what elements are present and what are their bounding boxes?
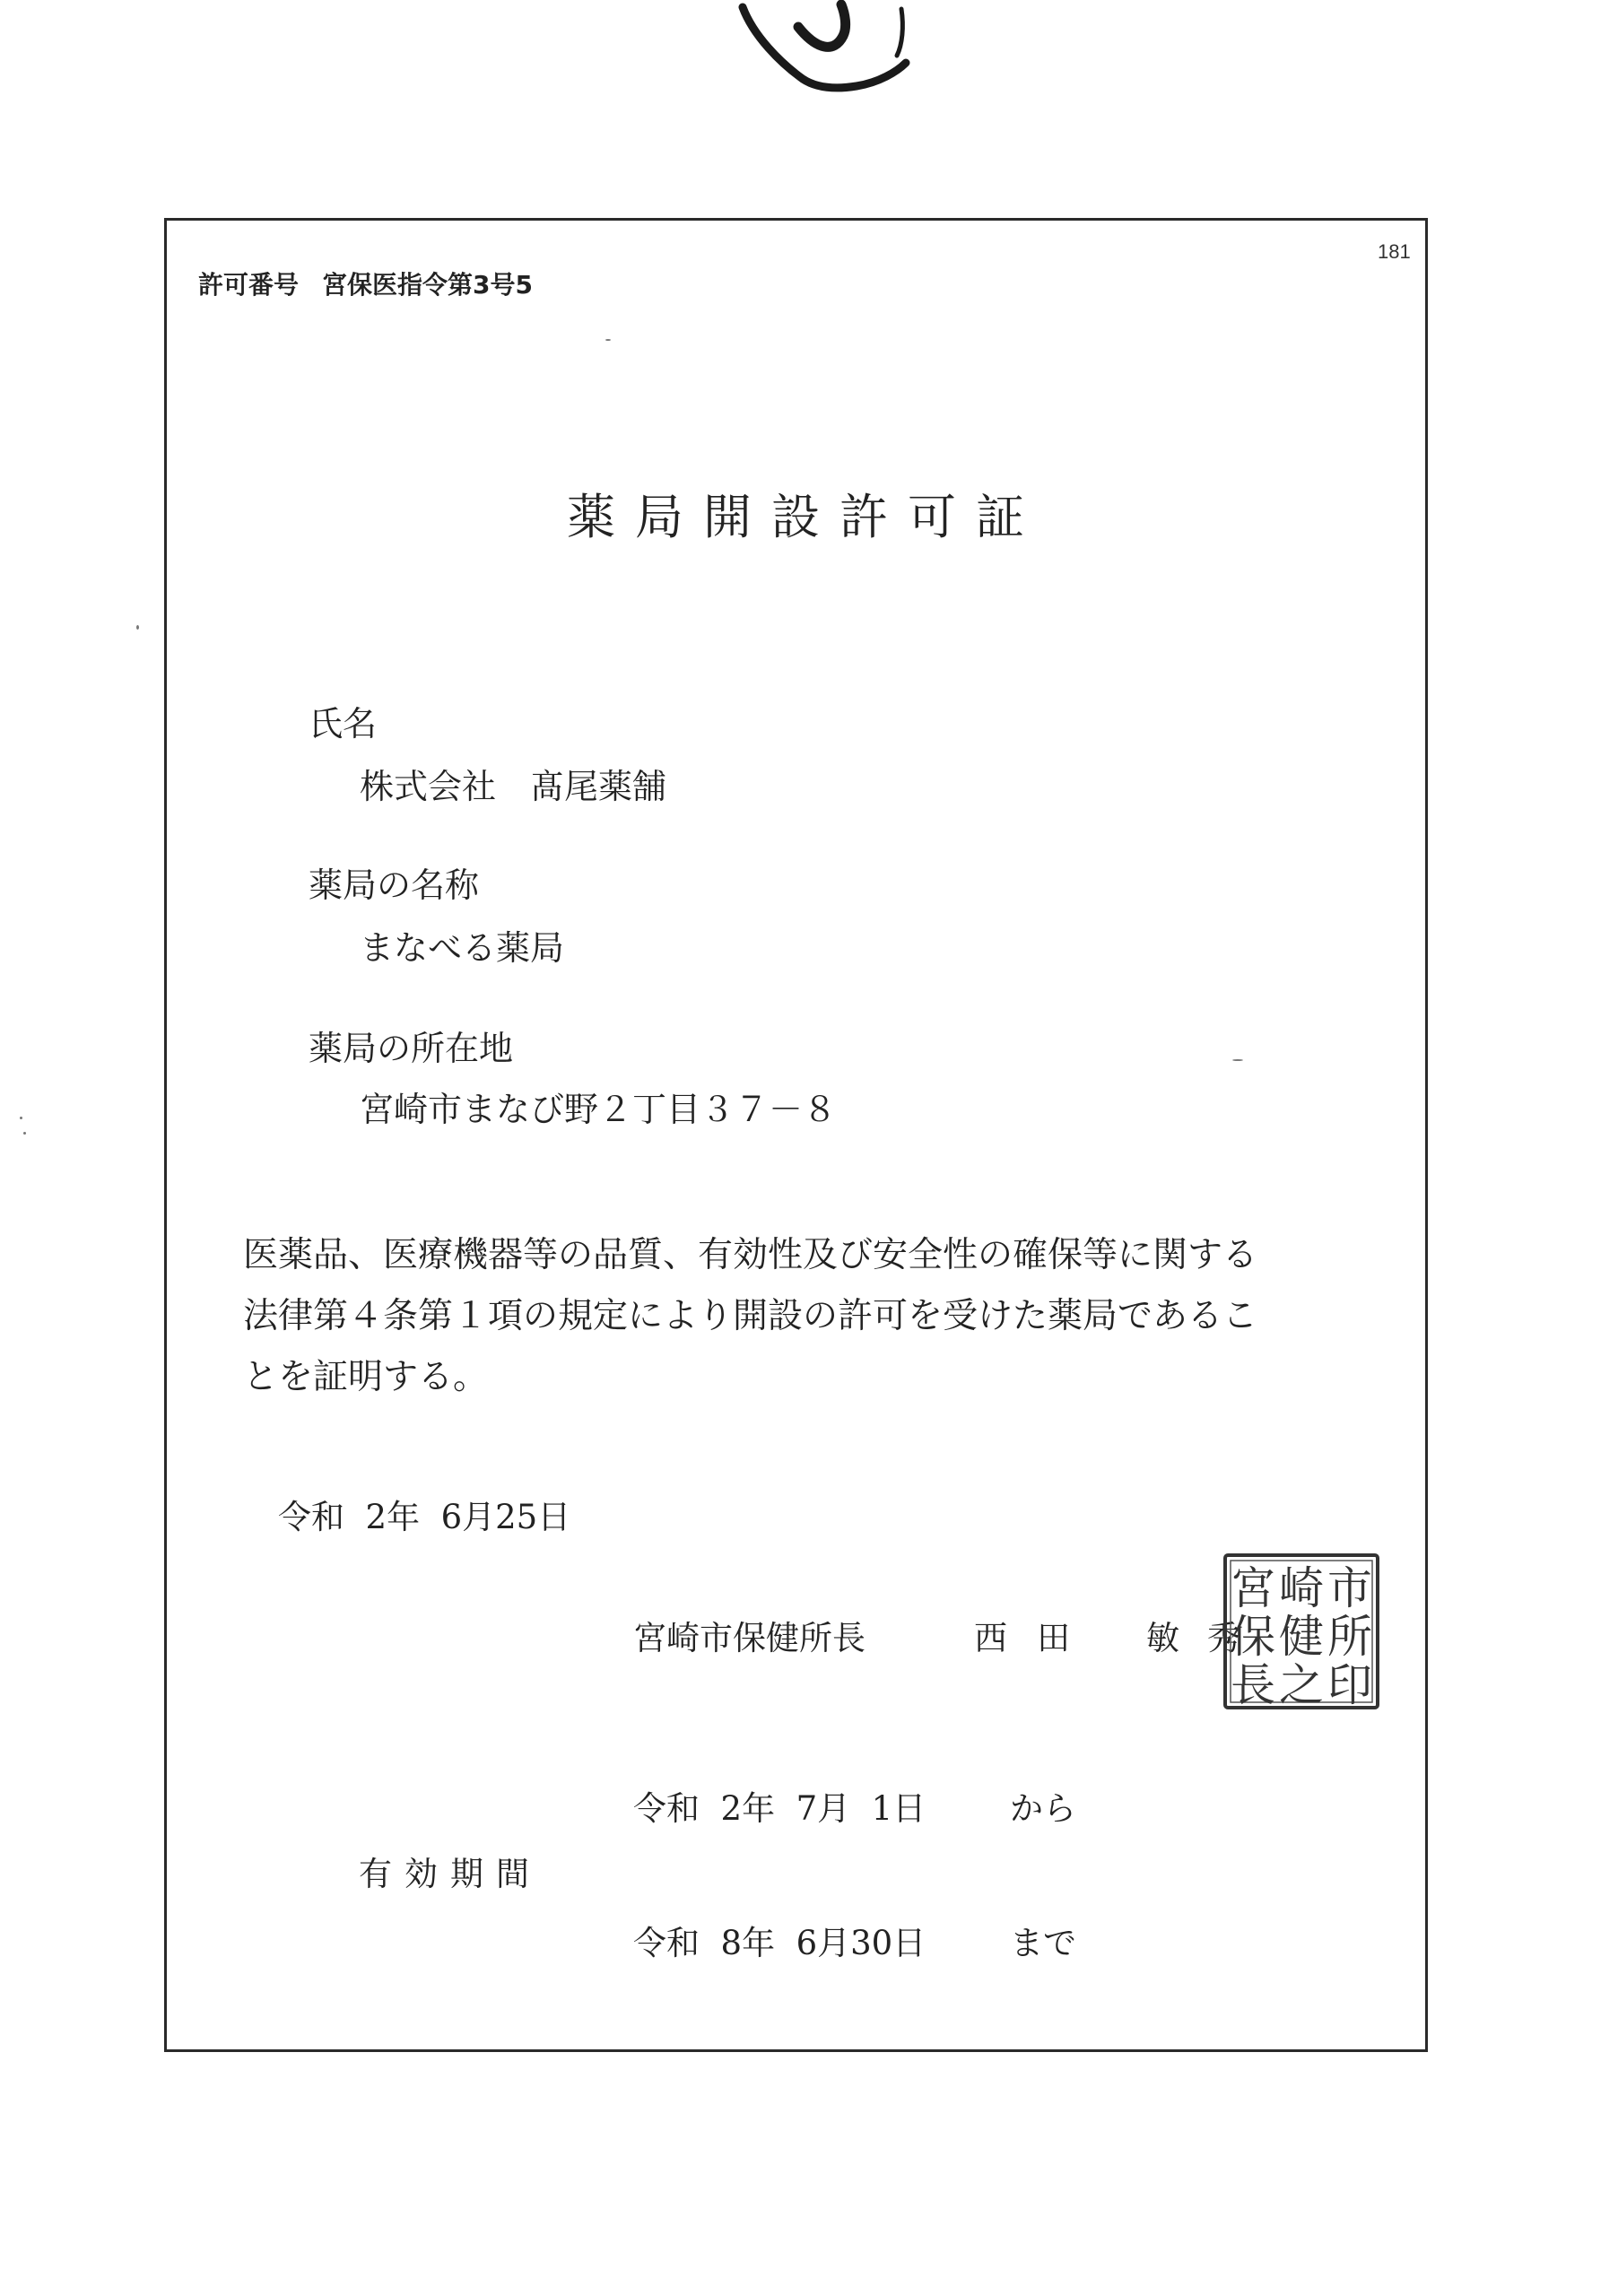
statement-line-1: 医薬品、医療機器等の品質、有効性及び安全性の確保等に関する	[243, 1235, 1258, 1275]
seal-character: 長	[1231, 1659, 1275, 1711]
seal-character: 健	[1279, 1611, 1324, 1663]
location-value: 宮崎市まなび野２丁目３７－８	[360, 1090, 838, 1129]
seal-character: 所	[1327, 1611, 1372, 1663]
pharmacy-name-label: 薬局の名称	[309, 865, 480, 905]
certification-statement	[243, 1225, 1409, 1408]
seal-character: 崎	[1279, 1562, 1324, 1614]
name-value: 株式会社 髙尾薬舗	[360, 767, 667, 806]
location-label: 薬局の所在地	[309, 1029, 514, 1068]
seal-character: 市	[1327, 1562, 1372, 1614]
validity-start-suffix: から	[1010, 1789, 1076, 1828]
pharmacy-name-value: まなべる薬局	[360, 928, 565, 968]
issue-date: 令和 2年 6月25日	[278, 1498, 571, 1536]
seal-character: 宮	[1231, 1562, 1275, 1614]
official-seal	[1222, 1552, 1381, 1711]
issuer-name-char: 敏	[1146, 1619, 1179, 1657]
permit-number-value: 宮保医指令第3号5	[322, 270, 533, 300]
name-label: 氏名	[309, 704, 378, 744]
brush-mark-icon	[735, 0, 915, 99]
issuer-title: 宮崎市保健所長	[633, 1619, 866, 1657]
permit-number	[198, 265, 533, 301]
seal-character: 保	[1231, 1611, 1275, 1663]
issuer-name-char: 秀	[1207, 1619, 1240, 1657]
certificate-frame	[164, 218, 1428, 2052]
validity-end-suffix: まで	[1010, 1924, 1076, 1962]
statement-line-2: 法律第４条第１項の規定により開設の許可を受けた薬局であるこ	[243, 1296, 1258, 1336]
scan-speck	[20, 1117, 22, 1119]
permit-number-label: 許可番号	[198, 270, 300, 300]
validity-label: 有効期間	[359, 1855, 542, 1893]
statement-line-3: とを証明する。	[243, 1357, 489, 1397]
page-number: 181	[1378, 240, 1411, 263]
certificate-title: 薬局開設許可証	[567, 489, 1044, 545]
scan-speck	[136, 625, 139, 630]
seal-character: 之	[1279, 1659, 1324, 1711]
seal-character: 印	[1327, 1659, 1372, 1711]
validity-end-date: 令和 8年 6月30日	[633, 1924, 926, 1962]
validity-start-date: 令和 2年 7月 1日	[633, 1789, 926, 1828]
scan-speck	[23, 1132, 26, 1135]
issuer-name-char: 西	[974, 1619, 1007, 1657]
issuer-name-char: 田	[1037, 1619, 1070, 1657]
